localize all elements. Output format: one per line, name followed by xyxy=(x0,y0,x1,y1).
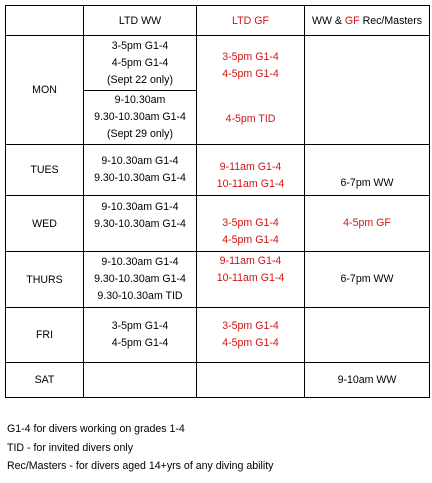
row-mon xyxy=(6,36,430,145)
day-label: FRI xyxy=(6,308,84,363)
cell-rec-masters xyxy=(305,308,430,363)
row-tues xyxy=(6,145,430,196)
session-line: 4-5pm TID xyxy=(225,112,276,125)
row-thurs xyxy=(6,252,430,308)
session-line: 3-5pm G1-4 xyxy=(111,320,169,332)
header-day-cell xyxy=(6,6,84,36)
day-label: TUES xyxy=(6,145,84,196)
cell-ltd-ww xyxy=(84,36,197,145)
session-line: 4-5pm G1-4 xyxy=(111,337,169,349)
session-line: 9.30-10.30am G1-4 xyxy=(94,218,186,230)
session-line: 3-5pm G1-4 xyxy=(222,217,279,229)
cell-ltd-ww xyxy=(84,196,197,252)
session-line: 10-11am G1-4 xyxy=(216,272,285,284)
day-label: THURS xyxy=(6,252,84,308)
ww-session-block xyxy=(84,90,196,144)
session-line: 9-11am G1-4 xyxy=(219,255,282,267)
legend-notes xyxy=(7,420,273,476)
cell-ltd-gf xyxy=(197,145,305,196)
legend-line: G1-4 for divers working on grades 1-4 xyxy=(7,423,185,435)
cell-rec-masters xyxy=(305,196,430,252)
row-wed xyxy=(6,196,430,252)
session-line: 9-10.30am xyxy=(114,94,166,106)
day-label: SAT xyxy=(6,363,84,398)
cell-ltd-ww xyxy=(84,252,197,308)
session-line: 9-10.30am G1-4 xyxy=(101,155,179,167)
header-ltd-gf: LTD GF xyxy=(197,6,305,36)
session-line: 9.30-10.30am G1-4 xyxy=(94,111,186,123)
cell-ltd-gf xyxy=(197,36,305,145)
session-line: (Sept 29 only) xyxy=(107,128,173,140)
session-line: 4-5pm G1-4 xyxy=(111,56,169,69)
session-line: 4-5pm G1-4 xyxy=(222,337,279,349)
session-line: 4-5pm G1-4 xyxy=(222,234,279,246)
cell-ltd-ww xyxy=(84,308,197,363)
session-line: 9-10am WW xyxy=(337,373,397,386)
ww-session-block xyxy=(84,36,196,90)
header-row xyxy=(6,6,430,36)
cell-ltd-gf xyxy=(197,308,305,363)
session-line: 9.30-10.30am TID xyxy=(97,290,183,302)
cell-ltd-gf xyxy=(197,252,305,308)
session-line: 9.30-10.30am G1-4 xyxy=(94,172,186,184)
cell-rec-masters xyxy=(305,363,430,398)
legend-line: Rec/Masters - for divers aged 14+yrs of any diving ability xyxy=(7,460,274,472)
session-line: 10-11am G1-4 xyxy=(216,178,285,190)
session-line: 3-5pm G1-4 xyxy=(111,39,169,52)
row-fri xyxy=(6,308,430,363)
session-line: 3-5pm G1-4 xyxy=(222,320,279,332)
cell-ltd-gf xyxy=(197,196,305,252)
session-line: 6-7pm WW xyxy=(340,177,394,189)
header-ltd-ww: LTD WW xyxy=(84,6,197,36)
cell-rec-masters xyxy=(305,145,430,196)
row-sat xyxy=(6,363,430,398)
day-label: MON xyxy=(6,36,84,145)
header-rec-masters: WW & GF Rec/Masters xyxy=(305,6,430,36)
session-line: 4-5pm GF xyxy=(343,217,391,229)
session-line: 3-5pm G1-4 xyxy=(222,50,279,63)
legend-line: TID - for invited divers only xyxy=(7,441,133,454)
session-line: 9.30-10.30am G1-4 xyxy=(94,273,186,285)
gf-session-block xyxy=(197,37,304,95)
cell-rec-masters xyxy=(305,36,430,145)
session-line: 9-10.30am G1-4 xyxy=(101,201,179,213)
day-label: WED xyxy=(6,196,84,252)
schedule-table xyxy=(5,5,430,398)
session-line: 9-11am G1-4 xyxy=(219,161,282,173)
session-line: 6-7pm WW xyxy=(340,273,394,285)
cell-ltd-ww xyxy=(84,363,197,398)
session-line: 9-10.30am G1-4 xyxy=(101,256,179,268)
cell-rec-masters xyxy=(305,252,430,308)
session-line: 4-5pm G1-4 xyxy=(222,67,279,80)
session-line: (Sept 22 only) xyxy=(107,73,173,86)
cell-ltd-ww xyxy=(84,145,197,196)
gf-session-block xyxy=(197,95,304,144)
cell-ltd-gf xyxy=(197,363,305,398)
